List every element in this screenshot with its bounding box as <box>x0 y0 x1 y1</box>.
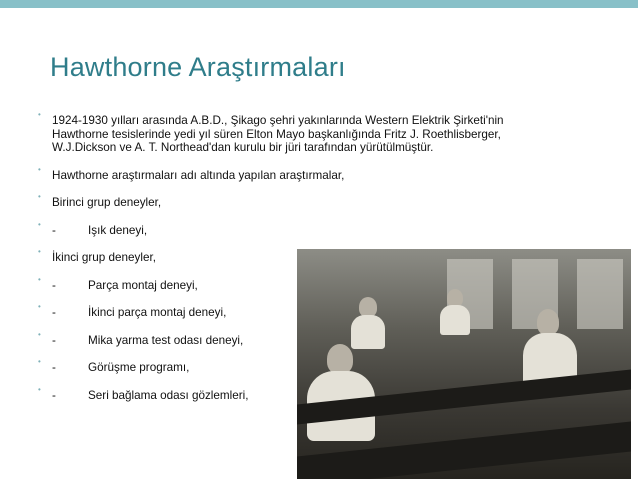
bullet-text: Hawthorne araştırmaları adı altında yapılan araştırmalar, <box>52 168 345 182</box>
bullet-dot-icon: • <box>38 357 41 366</box>
bullet-text-line: Hawthorne tesislerinde yedi yıl süren Elton Mayo başkanlığında Fritz J. Roethlisberger, <box>52 127 501 141</box>
photo-worker <box>359 297 377 317</box>
photo-worker <box>327 344 353 374</box>
slide-title: Hawthorne Araştırmaları <box>50 52 346 82</box>
bullet-dot-icon: • <box>38 384 41 394</box>
dash-marker: - <box>52 388 56 402</box>
bullet-text: Birinci grup deneyler, <box>52 196 162 209</box>
bullet-dot-icon: • <box>38 192 41 201</box>
bullet-text: Işık deneyi, <box>88 223 148 237</box>
photo-window <box>577 259 623 329</box>
bullet-text-line: W.J.Dickson ve A. T. Northead'dan kurulu bir jüri tarafından yürütülmüştür. <box>52 141 434 154</box>
bullet-item <box>38 192 618 210</box>
factory-workers-photo <box>297 249 631 479</box>
bullet-item <box>38 164 618 183</box>
bullet-text-line: 1924-1930 yılları arasında A.B.D., Şikago şehri yakınlarında Western Elektrik Şirketi'nin <box>52 114 504 127</box>
bullet-item <box>38 219 618 238</box>
bullet-text: Görüşme programı, <box>88 361 190 374</box>
dash-marker: - <box>52 333 56 347</box>
bullet-dot-icon: • <box>38 164 41 174</box>
photo-worker <box>351 315 385 349</box>
bullet-item <box>38 110 618 155</box>
bullet-text: Seri bağlama odası gözlemleri, <box>88 388 249 402</box>
accent-bar <box>0 0 638 8</box>
photo-worker <box>537 309 559 335</box>
dash-marker: - <box>52 223 56 237</box>
bullet-dot-icon: • <box>38 302 41 311</box>
photo-worker <box>440 305 470 335</box>
bullet-dot-icon: • <box>38 219 41 229</box>
bullet-text: İkinci parça montaj deneyi, <box>88 306 227 319</box>
dash-marker: - <box>52 361 56 374</box>
bullet-text: İkinci grup deneyler, <box>52 251 156 264</box>
dash-marker: - <box>52 278 56 292</box>
bullet-dot-icon: • <box>38 247 41 256</box>
bullet-dot-icon: • <box>38 274 41 284</box>
bullet-dot-icon: • <box>38 110 41 119</box>
bullet-dot-icon: • <box>38 329 41 339</box>
dash-marker: - <box>52 306 56 319</box>
bullet-text: Parça montaj deneyi, <box>88 278 198 292</box>
bullet-text: Mika yarma test odası deneyi, <box>88 333 244 347</box>
